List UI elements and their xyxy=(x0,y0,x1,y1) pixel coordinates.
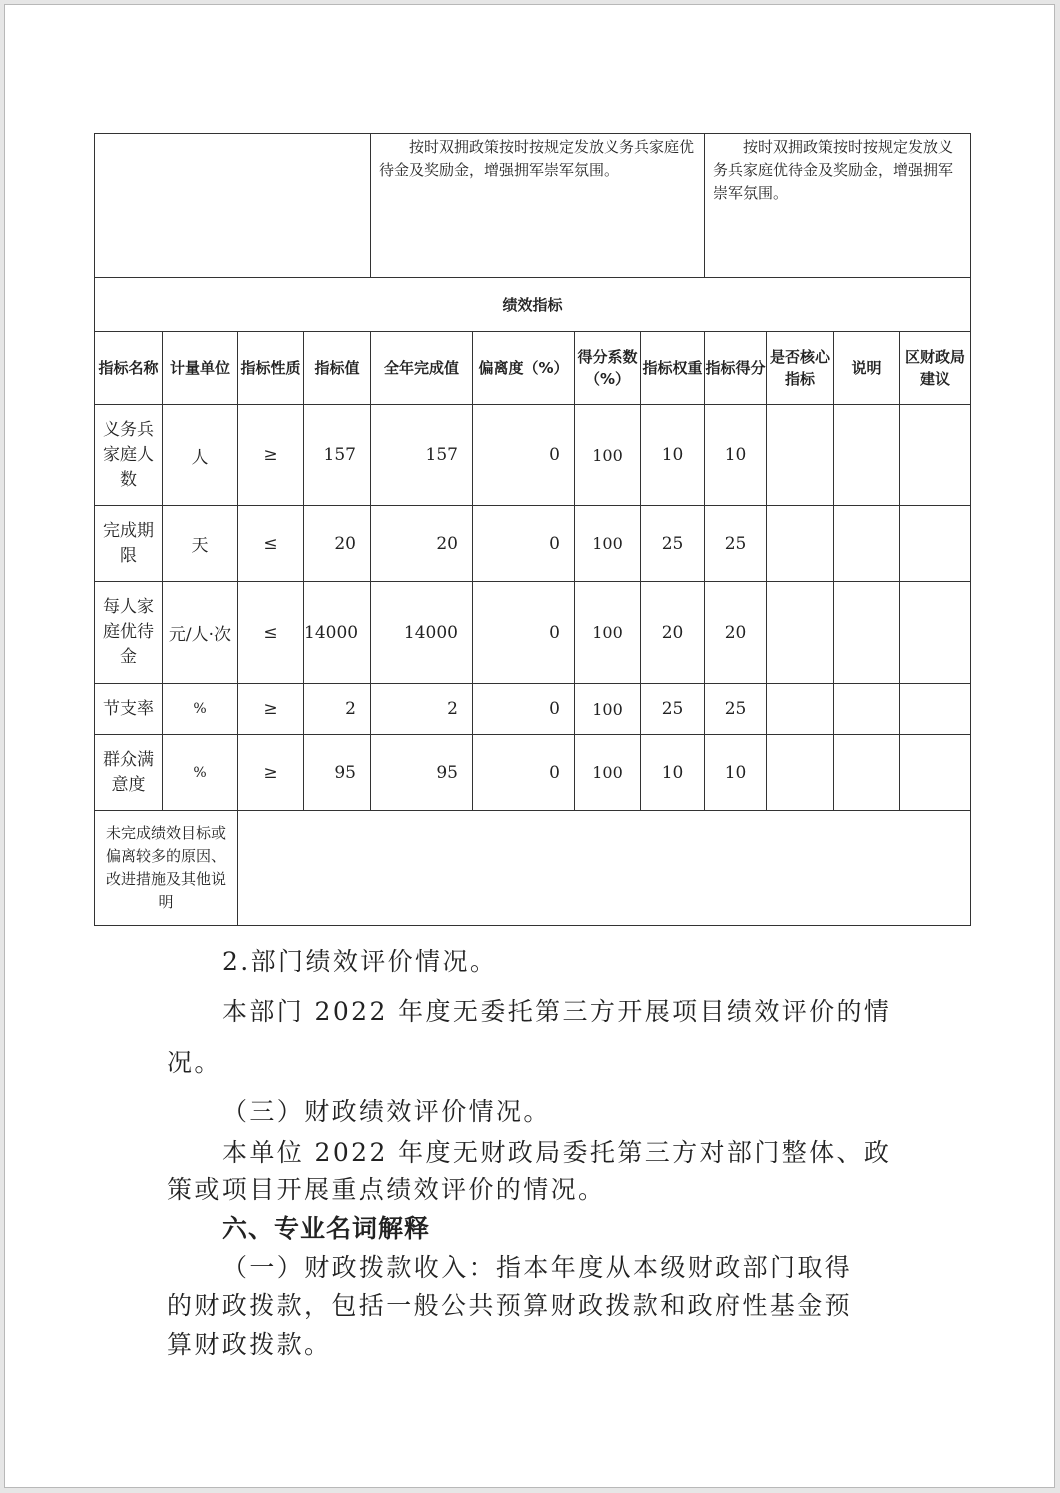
actual-cell: 157 xyxy=(371,405,473,506)
nature-cell: ≥ xyxy=(238,405,304,506)
nature-cell: ≥ xyxy=(238,684,304,735)
actual-cell: 2 xyxy=(371,684,473,735)
col-header: 指标性质 xyxy=(238,332,304,405)
advice-cell xyxy=(900,735,971,811)
target-cell: 2 xyxy=(304,684,371,735)
target-cell: 95 xyxy=(304,735,371,811)
coef-cell: 100 xyxy=(575,405,641,506)
score-cell: 20 xyxy=(705,582,767,684)
paragraph: 策或项目开展重点绩效评价的情况。 xyxy=(167,1175,606,1204)
coef-cell: 100 xyxy=(575,684,641,735)
actual-cell: 14000 xyxy=(371,582,473,684)
nature-cell: ≥ xyxy=(238,735,304,811)
indicator-name: 节支率 xyxy=(95,684,163,735)
advice-cell xyxy=(900,582,971,684)
indicator-name: 完成期限 xyxy=(95,506,163,582)
section-heading: （三）财政绩效评价情况。 xyxy=(222,1097,551,1126)
table-row xyxy=(95,582,971,684)
paragraph: 2.部门绩效评价情况。 xyxy=(222,947,498,976)
paragraph: 况。 xyxy=(167,1048,222,1077)
goal-row xyxy=(95,134,971,278)
col-header: 得分系数（%） xyxy=(575,332,641,405)
unit-cell: 元/人·次 xyxy=(163,582,238,684)
paragraph: 的财政拨款，包括一般公共预算财政拨款和政府性基金预 xyxy=(167,1291,853,1320)
target-cell: 157 xyxy=(304,405,371,506)
score-cell: 10 xyxy=(705,405,767,506)
actual-cell: 20 xyxy=(371,506,473,582)
planned-goal-text: 按时双拥政策按时按规定发放义务兵家庭优待金及奖励金，增强拥军崇军氛围。 xyxy=(379,138,695,179)
coef-cell: 100 xyxy=(575,506,641,582)
deviation-cell: 0 xyxy=(473,684,575,735)
note-cell xyxy=(834,684,900,735)
header-row xyxy=(95,332,971,405)
table-row xyxy=(95,684,971,735)
score-cell: 25 xyxy=(705,684,767,735)
document-page xyxy=(4,4,1055,1488)
unit-cell: 天 xyxy=(163,506,238,582)
weight-cell: 25 xyxy=(641,506,705,582)
core-cell xyxy=(767,684,834,735)
paragraph: （一）财政拨款收入：指本年度从本级财政部门取得 xyxy=(222,1253,853,1282)
advice-cell xyxy=(900,405,971,506)
weight-cell: 10 xyxy=(641,735,705,811)
paragraph: 本单位 2022 年度无财政局委托第三方对部门整体、政 xyxy=(222,1138,892,1167)
col-header: 指标得分 xyxy=(705,332,767,405)
note-cell xyxy=(834,405,900,506)
col-header: 全年完成值 xyxy=(371,332,473,405)
note-cell xyxy=(834,582,900,684)
col-header: 指标值 xyxy=(304,332,371,405)
weight-cell: 20 xyxy=(641,582,705,684)
col-header: 说明 xyxy=(834,332,900,405)
nature-cell: ≤ xyxy=(238,582,304,684)
actual-goal-text: 按时双拥政策按时按规定发放义务兵家庭优待金及奖励金，增强拥军崇军氛围。 xyxy=(713,138,954,202)
indicator-name: 每人家庭优待金 xyxy=(95,582,163,684)
table-row xyxy=(95,506,971,582)
reason-label: 未完成绩效目标或偏离较多的原因、改进措施及其他说明 xyxy=(95,811,238,926)
reason-row xyxy=(95,811,971,926)
col-header: 指标权重 xyxy=(641,332,705,405)
col-header: 偏离度（%） xyxy=(473,332,575,405)
core-cell xyxy=(767,582,834,684)
col-header: 指标名称 xyxy=(95,332,163,405)
planned-goal-cell xyxy=(371,134,705,278)
section-title-row xyxy=(95,278,971,332)
paragraph: 算财政拨款。 xyxy=(167,1330,332,1359)
indicator-name: 群众满意度 xyxy=(95,735,163,811)
target-cell: 14000 xyxy=(304,582,371,684)
col-header: 是否核心指标 xyxy=(767,332,834,405)
unit-cell: % xyxy=(163,684,238,735)
core-cell xyxy=(767,506,834,582)
unit-cell: % xyxy=(163,735,238,811)
core-cell xyxy=(767,405,834,506)
coef-cell: 100 xyxy=(575,582,641,684)
note-cell xyxy=(834,506,900,582)
paragraph: 本部门 2022 年度无委托第三方开展项目绩效评价的情 xyxy=(222,997,892,1026)
deviation-cell: 0 xyxy=(473,582,575,684)
section-title: 绩效指标 xyxy=(95,278,971,332)
deviation-cell: 0 xyxy=(473,506,575,582)
reason-value xyxy=(238,811,971,926)
core-cell xyxy=(767,735,834,811)
nature-cell: ≤ xyxy=(238,506,304,582)
score-cell: 10 xyxy=(705,735,767,811)
table-row xyxy=(95,735,971,811)
actual-goal-cell xyxy=(705,134,971,278)
target-cell: 20 xyxy=(304,506,371,582)
unit-cell: 人 xyxy=(163,405,238,506)
performance-table xyxy=(94,133,971,926)
table-row xyxy=(95,405,971,506)
col-header: 计量单位 xyxy=(163,332,238,405)
deviation-cell: 0 xyxy=(473,735,575,811)
deviation-cell: 0 xyxy=(473,405,575,506)
coef-cell: 100 xyxy=(575,735,641,811)
advice-cell xyxy=(900,684,971,735)
note-cell xyxy=(834,735,900,811)
weight-cell: 10 xyxy=(641,405,705,506)
advice-cell xyxy=(900,506,971,582)
col-header: 区财政局建议 xyxy=(900,332,971,405)
goal-row-label-cell xyxy=(95,134,371,278)
indicator-name: 义务兵家庭人数 xyxy=(95,405,163,506)
weight-cell: 25 xyxy=(641,684,705,735)
section-heading: 六、专业名词解释 xyxy=(222,1214,431,1243)
actual-cell: 95 xyxy=(371,735,473,811)
score-cell: 25 xyxy=(705,506,767,582)
